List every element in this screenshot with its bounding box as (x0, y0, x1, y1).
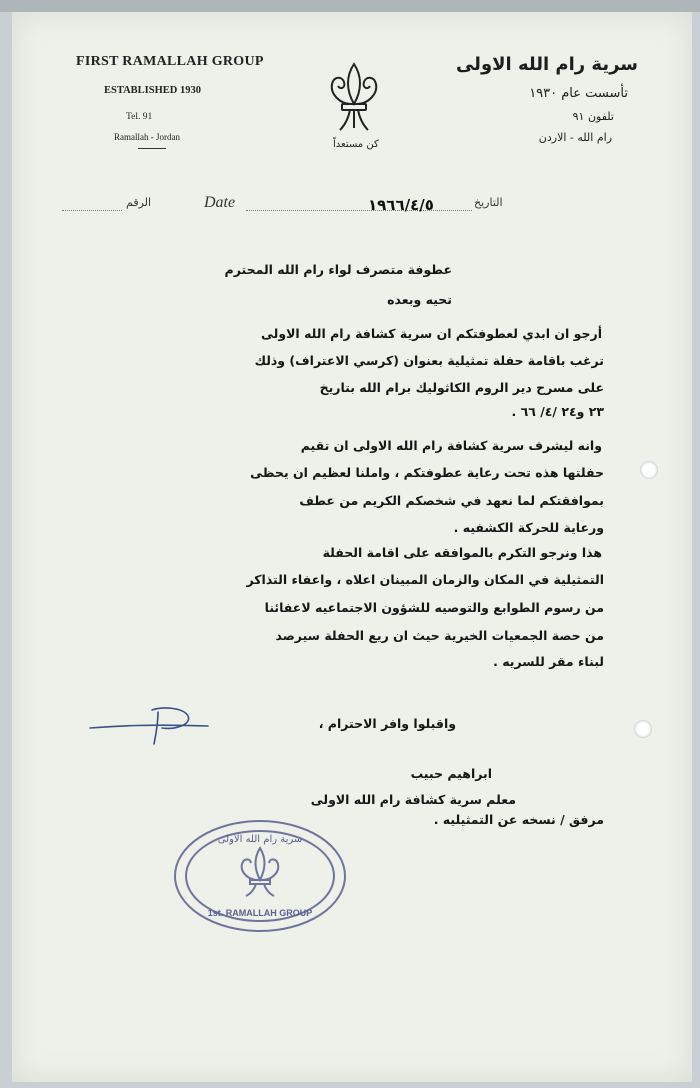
paragraph-3-line: من حصة الجمعيات الخيرية حيث ان ريع الحفلة سيرصد (275, 628, 604, 643)
paragraph-1-line: أرجو ان ابدي لعطوفتكم ان سرية كشافة رام الله الاولى (261, 326, 602, 341)
letterhead-ar-established: تأسست عام ١٩٣٠ (529, 86, 628, 101)
paragraph-3-line: هذا ونرجو التكرم بالموافقه على اقامة الحفلة (322, 545, 602, 560)
signer-name: ابراهيم حبيب (410, 766, 492, 781)
fleur-de-lis-icon (322, 60, 386, 136)
letterhead-en-rule (138, 148, 166, 149)
ref-dotted-line (62, 210, 122, 211)
letterhead-ar-title: سرية رام الله الاولى (455, 54, 638, 75)
paragraph-3-line: لبناء مقر للسريه . (493, 654, 604, 669)
paragraph-1-line: ترغب باقامة حفلة تمثيلية بعنوان (كرسي الاعتراف) وذلك (254, 353, 604, 368)
paragraph-2-line: وانه ليشرف سرية كشافة رام الله الاولى ان تقيم (300, 438, 602, 453)
signer-title: معلم سرية كشافة رام الله الاولى (310, 792, 516, 807)
letterhead-en-tel: Tel. 91 (126, 112, 153, 122)
closing: واقبلوا وافر الاحترام ، (318, 716, 456, 731)
date-dotted-line (246, 210, 472, 211)
paragraph-2-line: ورعاية للحركة الكشفيه . (453, 520, 604, 535)
paragraph-1-line: ٢٣ و٢٤ /٤/ ٦٦ . (511, 404, 604, 419)
organization-stamp (172, 818, 348, 934)
date-label-en: Date (204, 194, 236, 211)
letterhead-en-city: Ramallah - Jordan (114, 132, 180, 142)
paragraph-3-line: التمثيلية في المكان والزمان المبينان اعلاه ، واعفاء التذاكر (246, 572, 604, 587)
letterhead-ar-city: رام الله - الاردن (538, 131, 612, 144)
paragraph-2-line: حفلتها هذه تحت رعاية عطوفتكم ، واملنا لعظيم ان يحظى (250, 465, 604, 480)
letterhead-motto: كن مستعداً (333, 139, 379, 150)
handwritten-signature (88, 702, 216, 748)
punch-hole (640, 461, 658, 479)
paragraph-3-line: من رسوم الطوابع والتوصيه للشؤون الاجتماعيه لاعفائنا (264, 600, 604, 615)
ref-label: الرقم (126, 196, 152, 209)
letterhead-en-established: ESTABLISHED 1930 (104, 85, 201, 96)
stamp-en-text: 1st. RAMALLAH GROUP (207, 908, 313, 918)
scan-top-edge (0, 0, 700, 12)
letterhead-ar-tel: تلفون ٩١ (572, 110, 614, 123)
letterhead-en-title: FIRST RAMALLAH GROUP (76, 54, 264, 69)
attachment-note: مرفق / نسخه عن التمثيليه . (433, 812, 604, 827)
paragraph-2-line: بموافقتكم لما نعهد في شخصكم الكريم من عطف (299, 493, 604, 508)
stamp-ar-text: سرية رام الله الاولى (217, 834, 303, 845)
greeting: تحيه وبعده (387, 292, 452, 307)
paragraph-1-line: على مسرح دير الروم الكاثوليك برام الله بتاريخ (319, 380, 604, 395)
date-label-ar: التاريخ (474, 196, 503, 209)
date-value: ١٩٦٦/٤/٥ (368, 196, 434, 214)
salutation: عطوفة متصرف لواء رام الله المحترم (224, 262, 452, 277)
punch-hole (634, 720, 652, 738)
